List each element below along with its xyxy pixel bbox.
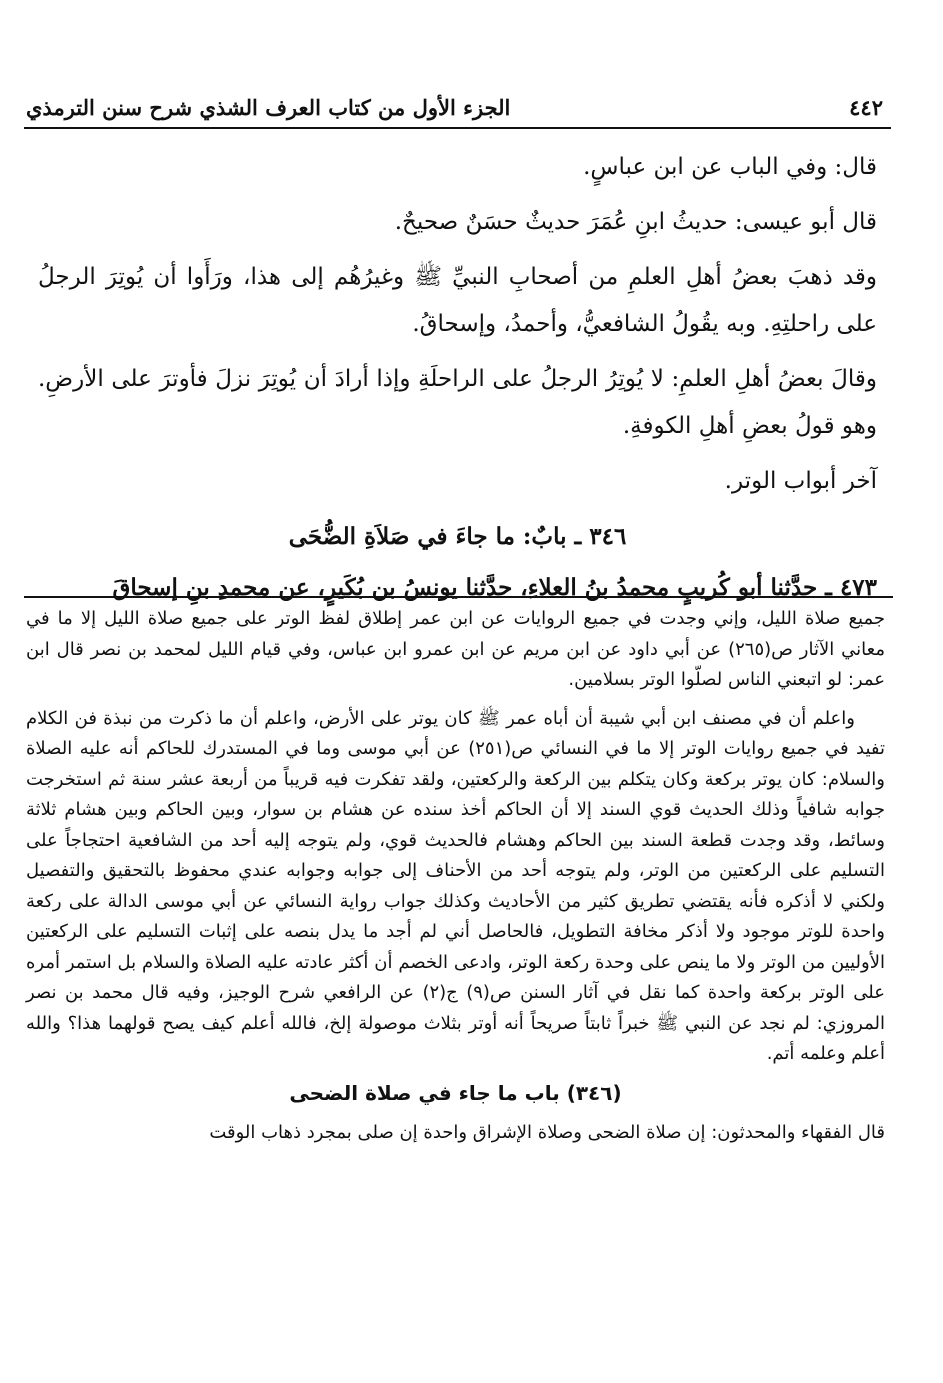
commentary-notes — [26, 604, 885, 1157]
main-text — [38, 144, 877, 611]
running-title: الجزء الأول من كتاب العرف الشذي شرح سنن الترمذي — [26, 95, 511, 120]
chapter-heading: ٣٤٦ ـ بابٌ: ما جاءَ في صَلاَةِ الضُّحَى — [288, 523, 627, 550]
note-heading: (٣٤٦) باب ما جاء في صلاة الضحى — [289, 1080, 622, 1105]
paragraph: قال: وفي الباب عن ابن عباسٍ. — [583, 154, 877, 180]
note-paragraph: قال الفقهاء والمحدثون: إن صلاة الضحى وصلاة الإشراق واحدة إن صلى بمجرد ذهاب الوقت — [209, 1122, 885, 1143]
note-paragraph: جميع صلاة الليل، وإني وجدت في جميع الروايات عن ابن عمر إطلاق لفظ الوتر على جميع صلاة الليل إلا ما في معاني الآثار ص(٢٦٥) عن أبي داود عن ابن مريم عن ابن عمرو ابن عباس، وفي قيام الليل لمحمد بن نصر قال ابن عمر: لو اتبعني الناس لصلّوا الوتر بسلامين. — [26, 608, 885, 690]
running-head — [26, 80, 883, 120]
paragraph: وقالَ بعضُ أهلِ العلمِ: لا يُوتِرُ الرجلُ على الراحلَةِ وإذا أرادَ أن يُوتِرَ نزلَ فأوترَ على الأرضِ. وهو قولُ بعضِ أهلِ الكوفةِ. — [38, 366, 877, 439]
header-rule — [24, 127, 891, 129]
page-number: ٤٤٢ — [849, 95, 883, 120]
paragraph: وقد ذهبَ بعضُ أهلِ العلمِ من أصحابِ النبيِّ ﷺ وغيرُهُم إلى هذا، ورَأَوا أن يُوتِرَ الرجلُ على راحلتِهِ. وبه يقُولُ الشافعيُّ، وأحمدُ، وإسحاقُ. — [38, 264, 877, 337]
paragraph: قال أبو عيسى: حديثُ ابنِ عُمَرَ حديثٌ حسَنٌ صحيحٌ. — [394, 209, 877, 235]
notes-rule — [24, 596, 893, 598]
paragraph: آخر أبواب الوتر. — [724, 468, 877, 494]
hadith-isnad: ٤٧٣ ـ حدَّثنا أبو كُريبٍ محمدُ بنُ العلاءِ، حدَّثنا يونسُ بن بُكَيرٍ، عن محمدِ بنِ إسحاقَ — [112, 574, 877, 601]
note-paragraph: واعلم أن في مصنف ابن أبي شيبة أن أباه عمر ﷺ كان يوتر على الأرض، واعلم أن ما ذكرت من نبذة فن الكلام تفيد في جميع روايات الوتر إلا ما في النسائي ص(٢٥١) عن أبي موسى وما في المستدرك للحاكم أنه عليه الصلاة والسلام: كان يوتر بركعة وكان يتكلم بين الركعة والركعتين، ولقد تفكرت فيه قريباً من أربعة عشر سنة ثم استخرجت جوابه شافياً وذلك الحديث قوي السند إلا أن الحاكم أخذ سنده عن هشام بن سوار، وبين الحاكم وبين هشام ثلاثة وسائط، وقد وجدت قطعة السند بين الحاكم وهشام فالحديث قوي، ولم يتوجه إليه أحد من الشافعية احتجاجاً على التسليم على الركعتين من الوتر، ولم يتوجه أحد من الأحناف إلى جوابه وجوابه عندي محفوظ بالتحقيق والتفصيل ولكني لا أذكره فأنه يقتضي تطريق كثير من الأحاديث وكذلك جواب رواية النسائي عن أبي موسى الدالة على ركعة واحدة للوتر موجود ولا أذكر مخافة التطويل، فالحاصل أني لم أجد ما يدل بنصه على إثبات التسليم على الركعتين الأوليين من الوتر ولا ما ينص على وحدة ركعة الوتر، وادعى الخصم أن أكثر عادته عليه الصلاة والسلام بل استمر أمره على الوتر بركعة واحدة كما نقل في آثار السنن ص(٩) ج(٢) عن الرافعي شرح الوجيز، وفيه قال محمد بن نصر المروزي: لم نجد عن النبي ﷺ خبراً ثابتاً صريحاً أنه أوتر بثلاث موصولة إلخ، فالله أعلم كيف يصح قولهما هذا؟ والله أعلم وعلمه أتم. — [26, 707, 886, 1064]
